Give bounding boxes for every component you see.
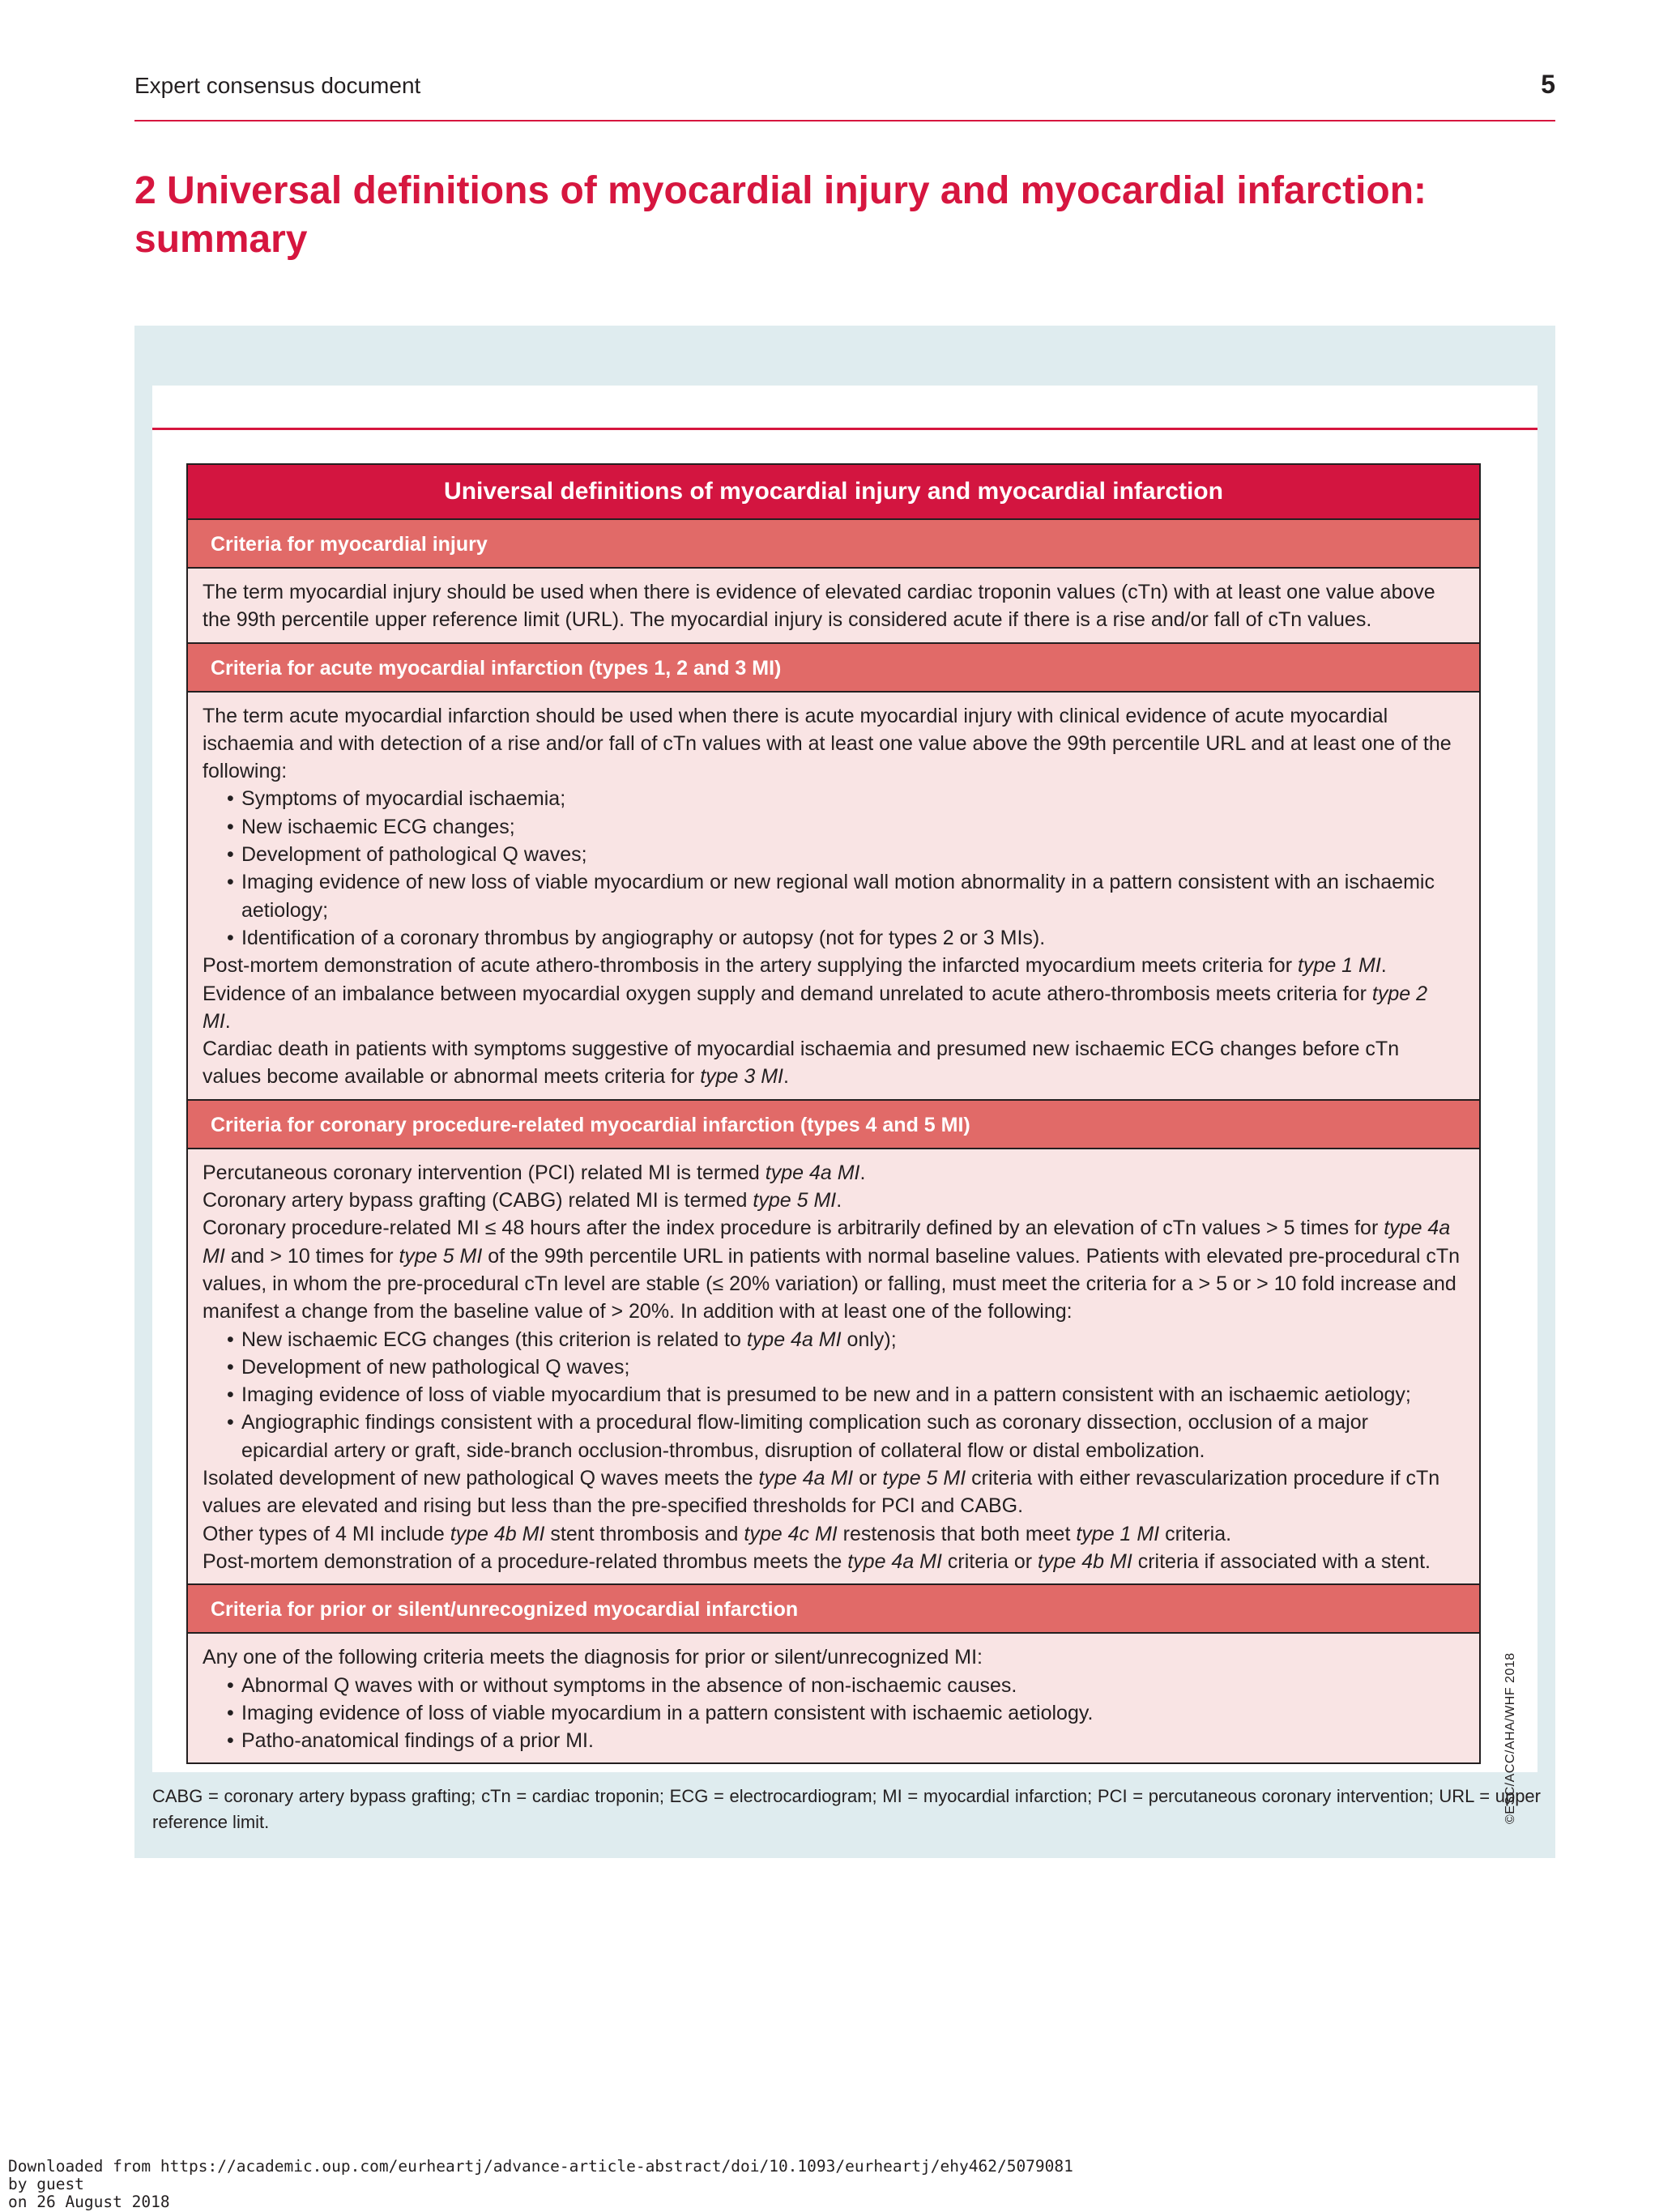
paragraph: Cardiac death in patients with symptoms suggestive of myocardial ischaemia and presumed new ischaemic ECG changes before cTn values become available or abnormal meets criteria for type 3 MI.	[203, 1038, 1400, 1089]
running-head	[134, 68, 1555, 121]
paragraph: The term myocardial injury should be used when there is evidence of elevated cardiac troponin values (cTn) with at least one value above the 99th percentile upper reference limit (URL). The myocardial injury is considered acute if there is a rise and/or fall of cTn values.	[203, 581, 1435, 632]
section-body-acute-mi	[188, 693, 1479, 1099]
bullet-list	[203, 1672, 1460, 1755]
list-item: • Imaging evidence of new loss of viable myocardium or new regional wall motion abnormality in a pattern consistent with an ischaemic aetiology;	[203, 868, 1460, 924]
page-number: 5	[1541, 70, 1555, 99]
download-line: on 26 August 2018	[8, 2193, 170, 2211]
paragraph: Post-mortem demonstration of acute athero-thrombosis in the artery supplying the infarcted myocardium meets criteria for type 1 MI.	[203, 954, 1387, 978]
paragraph: Any one of the following criteria meets the diagnosis for prior or silent/unrecognized MI:	[203, 1646, 983, 1669]
red-rule	[152, 428, 1537, 430]
list-item: • Symptoms of myocardial ischaemia;	[203, 785, 1460, 812]
paragraph: Evidence of an imbalance between myocardial oxygen supply and demand unrelated to acute athero-thrombosis meets criteria for type 2 MI.	[203, 982, 1427, 1033]
list-item: • Identification of a coronary thrombus by angiography or autopsy (not for types 2 or 3 MIs).	[203, 924, 1460, 952]
section-body-procedure-related-mi	[188, 1149, 1479, 1583]
list-item: • Patho-anatomical findings of a prior MI.	[203, 1727, 1460, 1754]
section-heading-myocardial-injury: Criteria for myocardial injury	[188, 518, 1479, 569]
bullet-list	[203, 1326, 1460, 1464]
paragraph: Post-mortem demonstration of a procedure-related thrombus meets the type 4a MI criteria or type 4b MI criteria if associated with a stent.	[203, 1549, 1431, 1573]
running-title: Expert consensus document	[134, 73, 421, 98]
section-body-myocardial-injury	[188, 569, 1479, 642]
list-item: • Abnormal Q waves with or without symptoms in the absence of non-ischaemic causes.	[203, 1672, 1460, 1699]
list-item: • Imaging evidence of loss of viable myocardium in a pattern consistent with ischaemic aetiology.	[203, 1699, 1460, 1727]
definitions-table	[186, 463, 1481, 1764]
section-heading-procedure-related-mi: Criteria for coronary procedure-related myocardial infarction (types 4 and 5 MI)	[188, 1099, 1479, 1149]
list-item: • New ischaemic ECG changes;	[203, 813, 1460, 841]
list-item: • Development of new pathological Q waves;	[203, 1353, 1460, 1381]
section-heading: 2 Universal definitions of myocardial injury and myocardial infarction: summary	[134, 169, 1427, 261]
paragraph: Percutaneous coronary intervention (PCI) related MI is termed type 4a MI.	[203, 1161, 866, 1184]
list-item: • Imaging evidence of loss of viable myocardium that is presumed to be new and in a pattern consistent with an ischaemic aetiology;	[203, 1381, 1460, 1409]
copyright-text: ©ESC/ACC/AHA/WHF 2018	[1503, 1652, 1517, 1824]
list-item: • New ischaemic ECG changes (this criterion is related to type 4a MI only);	[203, 1326, 1460, 1353]
table-title: Universal definitions of myocardial injury and myocardial infarction	[188, 465, 1479, 518]
download-line: by guest	[8, 2175, 84, 2193]
paragraph: Coronary procedure-related MI ≤ 48 hours after the index procedure is arbitrarily defined by an elevation of cTn values > 5 times for type 4a MI and > 10 times for type 5 MI of the 99th percentile URL in patients with normal baseline values. Patients with elevated pre-procedural cTn values, in whom the pre-procedural cTn level are stable (≤ 20% variation) or falling, must meet the criteria for a > 5 or > 10 fold increase and manifest a change from the baseline value of > 20%. In addition with at least one of the following:	[203, 1217, 1460, 1323]
paragraph: The term acute myocardial infarction should be used when there is acute myocardial injury with clinical evidence of acute myocardial ischaemia and with detection of a rise and/or fall of cTn values with at least one value above the 99th percentile URL and at least one of the following:	[203, 704, 1452, 783]
download-stamp	[8, 2158, 1073, 2211]
figure-box	[134, 326, 1555, 1858]
paragraph: Other types of 4 MI include type 4b MI stent thrombosis and type 4c MI restenosis that both meet type 1 MI criteria.	[203, 1522, 1232, 1545]
section-heading-acute-mi: Criteria for acute myocardial infarction (types 1, 2 and 3 MI)	[188, 642, 1479, 693]
paragraph: Coronary artery bypass grafting (CABG) related MI is termed type 5 MI.	[203, 1189, 842, 1213]
paragraph: Isolated development of new pathological Q waves meets the type 4a MI or type 5 MI criteria with either revascularization procedure if cTn values are elevated and rising but less than the pre-specified thresholds for PCI and CABG.	[203, 1467, 1440, 1518]
bullet-list	[203, 785, 1460, 952]
download-line: Downloaded from https://academic.oup.com/eurheartj/advance-article-abstract/doi/10.1093/eurheartj/ehy462/5079081	[8, 2157, 1073, 2176]
section-heading-prior-silent-mi: Criteria for prior or silent/unrecognized myocardial infarction	[188, 1583, 1479, 1634]
section-body-prior-silent-mi	[188, 1634, 1479, 1762]
list-item: • Angiographic findings consistent with a procedural flow-limiting complication such as coronary dissection, occlusion of a major epicardial artery or graft, side-branch occlusion-thrombus, disruption of collateral flow or distal embolization.	[203, 1409, 1460, 1464]
list-item: • Development of pathological Q waves;	[203, 841, 1460, 868]
abbreviations-footnote: CABG = coronary artery bypass grafting; cTn = cardiac troponin; ECG = electrocardiogram; MI = myocardial infarction; PCI = percutaneous coronary intervention; URL = upper reference limit.	[152, 1786, 1541, 1832]
